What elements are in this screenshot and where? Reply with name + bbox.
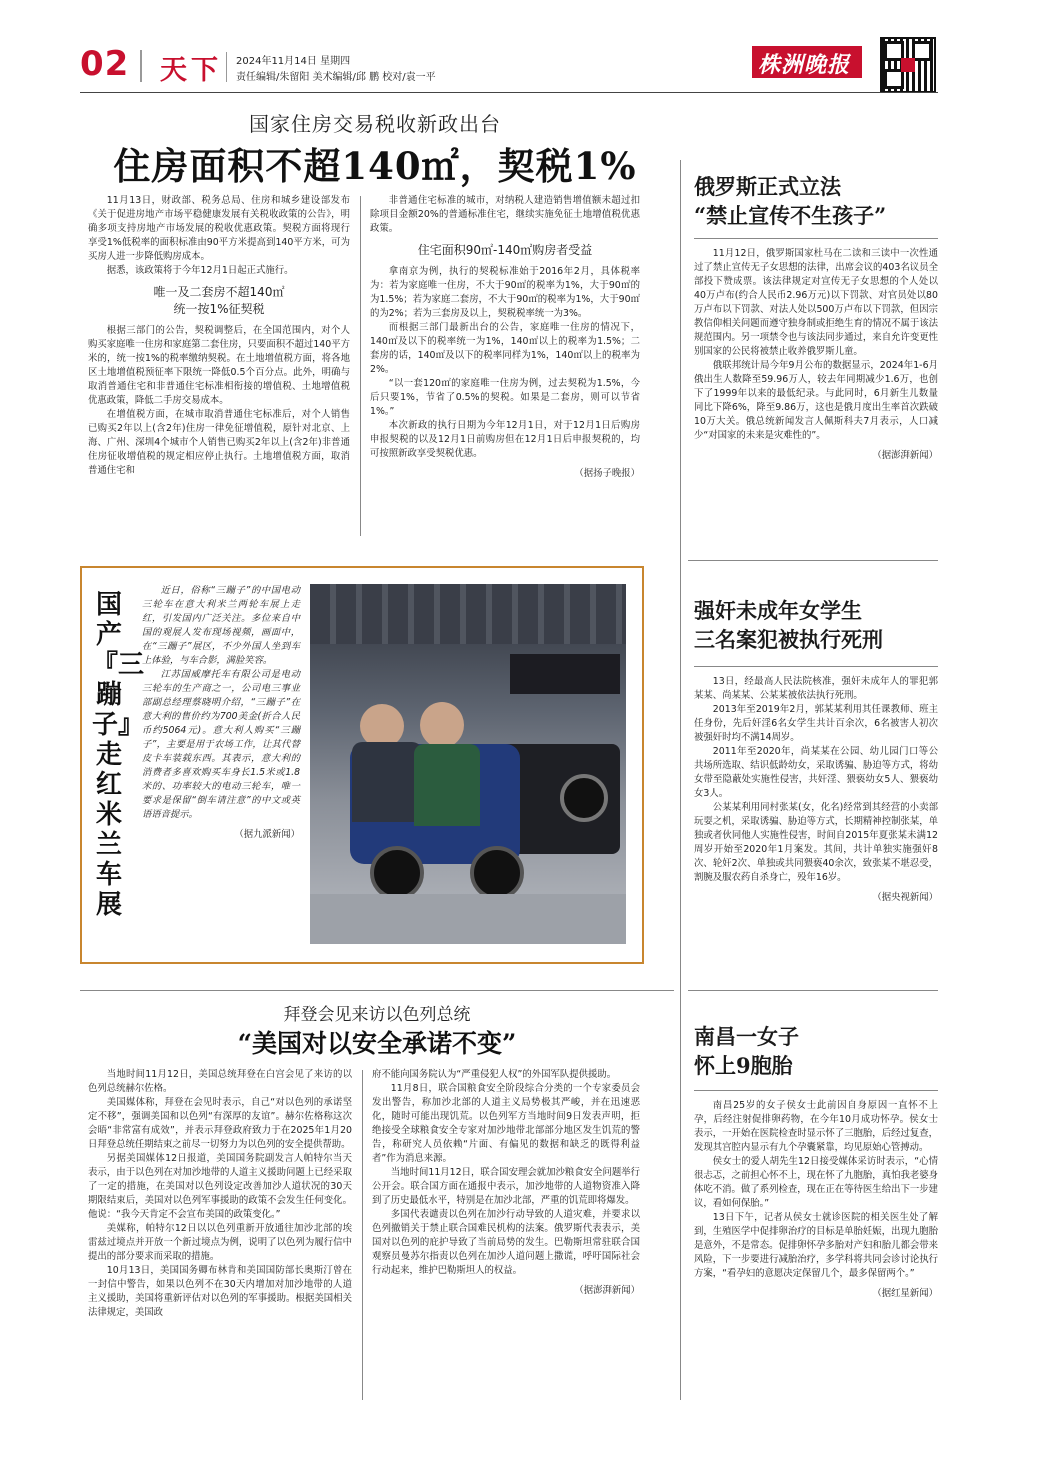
crime-title-line-1: 强奸未成年女学生 [694, 598, 862, 623]
tricycle-story [80, 566, 644, 964]
biden-para: 美媒称，帕特尔12日以以色列重新开放通往加沙北部的埃雷兹过境点并开放一个新过境点为例，说明了以色列为履行信中提出的部分要求而采取的措施。 [88, 1223, 352, 1262]
nanchang-para: 13日下午，记者从侯女士就诊医院的相关医生处了解到，生殖医学中促排卵治疗的目标是单胎妊娠，出现九胞胎是意外，不是常态。促排卵怀孕多胎对产妇和胎儿都会带来风险，下一步要进行减胎治疗，多学科将共同会诊讨论执行方案，“看孕妇的意愿决定保留几个，最多保留两个。” [694, 1212, 938, 1279]
editor-line: 责任编辑/朱留阳 美术编辑/邱 鹏 校对/袁一平 [236, 72, 436, 83]
biden-para: 府不能向国务院认为“严重侵犯人权”的外国军队提供援助。 [372, 1069, 617, 1080]
crime-title [694, 596, 938, 654]
tricycle-photo [310, 584, 626, 944]
biden-para: 当地时间11月12日，美国总统拜登在白宫会见了来访的以色列总统赫尔佐格。 [88, 1069, 352, 1094]
crime-para: 13日，经最高人民法院核准，强奸未成年人的罪犯郭某某、尚某某、公某某被依法执行死刑。 [694, 676, 938, 701]
crime-title-line-2: 三名案犯被执行死刑 [694, 627, 883, 652]
russia-source: （据澎湃新闻） [872, 450, 938, 461]
tricycle-para: 江苏国威摩托车有限公司是电动三轮车的生产商之一，公司电三事业部副总经理蔡晓明介绍，“三蹦子”在意大利的售价约为700美金(折合人民币约5064元)。意大利人购买“三蹦子”，主要是用于农场工作，让其代替皮卡车装载东西。其表示，意大利的消费者多喜欢购买车身长1.5米或1.8米的、功率较大的电动三轮车，唯一要求是保留“倒车请注意”的中文或英语语音提示。 [142, 669, 300, 820]
russia-story [694, 172, 938, 461]
column-rule [360, 196, 361, 536]
qr-code [880, 37, 936, 93]
lead-source: （据扬子晚报） [574, 468, 640, 479]
nanchang-title-rule [694, 1090, 938, 1091]
nanchang-para: 南昌25岁的女子侯女士此前因自身原因一直怀不上孕，后经注射促排卵药物，在今年10月成功怀孕。侯女士表示，一开始在医院检查时显示怀了三胞胎，后经过复查，发现其宫腔内显示有九个孕囊紧靠，均见原始心管搏动。 [694, 1100, 938, 1153]
nanchang-title-line-1: 南昌一女子 [694, 1024, 799, 1049]
russia-title-rule [694, 238, 938, 239]
crime-para: 公某某利用同村张某(女，化名)经常到其经营的小卖部玩耍之机，采取诱骗、胁迫等方式，长期精神控制张某，单独或者伙同他人实施性侵害，时间自2015年夏张某未满12周岁开始至2020年1月案发。其间，共计单独实施强奸8次、轮奸2次、单独或共同猥亵40余次，致张某不堪忍受，割腕及服农药自杀身亡，殁年16岁。 [694, 802, 938, 883]
biden-para: 当地时间11月12日，联合国安理会就加沙粮食安全问题举行公开会。联合国方面在通报中表示，加沙地带的人道物资准入降到了历史最低水平，特别是在加沙北部，严重的饥荒即将爆发。 [372, 1167, 640, 1206]
masthead-divider [140, 50, 142, 82]
biden-column-rule [362, 1070, 363, 1400]
lead-para: 11月13日，财政部、税务总局、住房和城乡建设部发布《关于促进房地产市场平稳健康发展有关税收政策的公告》，明确多项支持房地产市场发展的税收优惠政策。契税方面将现行享受1%低税率的面积标准由90平方米提高到140平方米，可为买房人进一步降低购房成本。 [88, 195, 350, 262]
crime-divider [688, 990, 938, 991]
paper-logo [752, 46, 862, 78]
tricycle-source: （据九派新闻） [234, 829, 300, 840]
russia-title-line-2: “禁止宣传不生孩子” [694, 203, 887, 228]
nanchang-source: （据红星新闻） [872, 1288, 938, 1299]
masthead [0, 0, 1039, 104]
nanchang-title [694, 1022, 938, 1080]
section-name: 天下 [160, 55, 222, 86]
right-column-rule [680, 160, 681, 1400]
lead-para: 拿南京为例，执行的契税标准始于2016年2月，具体税率为：若为家庭唯一住房，不大于90㎡的税率为1%，大于90㎡的为1.5%；若为家庭二套房，不大于90㎡的税率为1%，大于90㎡的为2%；若为三套房及以上，契税税率统一为3%。 [370, 266, 640, 319]
russia-title [694, 172, 938, 230]
lead-column-1 [88, 194, 350, 478]
biden-column-1 [88, 1068, 352, 1320]
lead-column-2 [370, 194, 640, 479]
biden-kicker: 拜登会见来访以色列总统 [283, 1005, 471, 1025]
tricycle-title: 国产『三蹦子』走红米兰车展 [92, 590, 145, 920]
crime-source: （据央视新闻） [872, 892, 938, 903]
masthead-rule [80, 92, 938, 93]
russia-para: 11月12日，俄罗斯国家杜马在二读和三读中一次性通过了禁止宣传无子女思想的法律，出席会议的403名议员全部投下赞成票。该法律规定对宣传无子女思想的个人处以40万卢布(约合人民币2.96万元)以下罚款、对官员处以80万卢布以下罚款、对法人处以500万卢布以下罚款，但因宗教信仰相关问题而遵守独身制或拒绝生育的情况不属于该法规范围内。另一项禁令也与该法同步通过，来自允许变更性别国家的公民将被禁止收养俄罗斯儿童。 [694, 248, 938, 357]
tricycle-para: 近日，俗称“三蹦子”的中国电动三轮车在意大利米兰两轮车展上走红，引发国内广泛关注。多位来自中国的观展人发布现场视频，画面中，在“三蹦子”展区，不少外国人坐到车上体验，与车合影，满脸笑容。 [142, 585, 300, 666]
lead-kicker: 国家住房交易税收新政出台 [249, 112, 501, 136]
lead-para: 据悉，该政策将于今年12月1日起正式施行。 [106, 265, 294, 276]
nanchang-title-line-2: 怀上9胞胎 [694, 1053, 793, 1078]
lead-subhead-2: 住宅面积90㎡-140㎡购房者受益 [417, 243, 593, 257]
biden-para: 多国代表谴责以色列在加沙行动导致的人道灾难，并要求以色列撤销关于禁止联合国难民机构的法案。俄罗斯代表表示，美国对以色列的庇护导致了当前局势的发生。巴勒斯坦常驻联合国观察员曼苏尔指责以色列在加沙人道问题上撒谎，呼吁国际社会行动起来，维护巴勒斯坦人的权益。 [372, 1209, 640, 1276]
lead-para: 在增值税方面，在城市取消普通住宅标准后，对个人销售已购买2年以上(含2年)住房一律免征增值税，原针对北京、上海、广州、深圳4个城市个人销售已购买2年以上(含2年)非普通住房征收增值税的规定相应停止执行。土地增值税方面，取消普通住宅和 [88, 409, 350, 476]
masthead-divider-2 [226, 52, 227, 82]
lead-para: 而根据三部门最新出台的公告，家庭唯一住房的情况下，140㎡及以下的税率统一为1%，140㎡以上的税率为1.5%；二套房的话，140㎡及以下的税率同样为1%，140㎡以上的税率为2%。 [370, 322, 640, 375]
russia-para: 俄联邦统计局今年9月公布的数据显示，2024年1-6月俄出生人数降至59.96万人，较去年同期减少1.6万，也创下了1999年以来的最低纪录。与此同时，6月新生儿数量同比下降6%，降至9.86万，这也是俄月度出生率首次跌破10万大关。俄总统新闻发言人佩斯科夫7月表示，人口减少“对国家的未来是灾难性的”。 [694, 360, 938, 441]
date-line: 2024年11月14日 星期四 [236, 56, 351, 67]
biden-top-rule [80, 990, 674, 991]
crime-para: 2011年至2020年，尚某某在公园、幼儿园门口等公共场所选取、结识低龄幼女，采取诱骗、胁迫等方式，将幼女带至隐蔽处实施性侵害，共奸淫、猥亵幼女5人、猥亵幼女3人。 [694, 746, 938, 799]
biden-source: （据澎湃新闻） [574, 1285, 640, 1296]
russia-divider [688, 560, 938, 561]
lead-para: 根据三部门的公告，契税调整后，在全国范围内，对个人购买家庭唯一住房和家庭第二套住房，只要面积不超过140平方米的，统一按1%的税率缴纳契税。在土地增值税方面，将各地区土地增值税预征率下限统一降低0.5个百分点。此外，明确与取消普通住宅和非普通住宅标准相衔接的增值税、土地增值税优惠政策，降低二手房交易成本。 [88, 325, 350, 406]
nanchang-para: 侯女士的爱人胡先生12日接受媒体采访时表示，“心情很忐忑，之前担心怀不上，现在怀了九胞胎，真怕我老婆身体吃不消。做了系列检查，现在正在等待医生给出下一步建议，看如何保胎。” [694, 1156, 938, 1209]
crime-title-rule [694, 666, 938, 667]
paper-logo-text: 株洲晚报 [758, 52, 851, 78]
lead-subhead-1-line-2: 统一按1%征契税 [173, 302, 265, 316]
crime-story [694, 596, 938, 903]
lead-headline: 住房面积不超140㎡，契税1% [113, 144, 637, 188]
tricycle-text [142, 584, 300, 840]
biden-column-2 [372, 1068, 640, 1296]
biden-para: 11月8日，联合国粮食安全阶段综合分类的一个专家委员会发出警告，称加沙北部的人道主义局势极其严峻，并在迅速恶化，随时可能出现饥荒。以色列军方当地时间9日发表声明，拒绝接受全球粮食安全专家对加沙地带北部部分地区发生饥荒的警告，称研究人员依赖“片面、有偏见的数据和缺乏的既得利益者”作为消息来源。 [372, 1083, 640, 1164]
lead-para: 本次新政的执行日期为今年12月1日，对于12月1日后购房申报契税的以及12月1日前购房但在12月1日后申报契税的，均可按照新政享受契税优惠。 [370, 420, 640, 459]
crime-para: 2013年至2019年2月，郭某某利用其任课教师、班主任身份，先后奸淫6名女学生共计百余次，6名被害人初次被强奸时均不满14周岁。 [694, 704, 938, 743]
biden-para: 美国媒体称，拜登在会见时表示，自己“对以色列的承诺坚定不移”，强调美国和以色列“有深厚的友谊”。赫尔佐格称这次会晤“非常富有成效”，并表示拜登政府致力于在2025年1月20日拜登总统任期结束之前尽一切努力为以色列的安全提供帮助。 [88, 1097, 352, 1150]
russia-title-line-1: 俄罗斯正式立法 [694, 174, 841, 199]
biden-para: 另据美国媒体12日报道，美国国务院副发言人帕特尔当天表示，由于以色列在对加沙地带的人道主义援助问题上已经采取了一定的措施，在美国对以色列设定改善加沙人道状况的30天期限结束后，美国对以色列军事援助的政策不会发生任何变化。他说：“我今天肯定不会宣布美国的政策变化。” [88, 1153, 352, 1220]
lead-para: 非普通住宅标准的城市，对纳税人建造销售增值额未超过扣除项目金额20%的普通标准住宅，继续实施免征土地增值税优惠政策。 [370, 195, 640, 234]
nanchang-story [694, 1022, 938, 1299]
lead-subhead-1-line-1: 唯一及二套房不超140㎡ [153, 285, 285, 299]
biden-para: 10月13日，美国国务卿布林肯和美国国防部长奥斯汀曾在一封信中警告，如果以色列不在30天内增加对加沙地带的人道主义援助，美国将重新评估对以色列的军事援助。根据美国相关法律规定，美国政 [88, 1265, 352, 1318]
page-number: 02 [80, 44, 130, 84]
lead-subhead-1 [88, 284, 350, 318]
biden-headline: “美国对以安全承诺不变” [237, 1029, 517, 1058]
lead-para: “以一套120㎡的家庭唯一住房为例，过去契税为1.5%，今后只要1%，节省了0.5%的契税。如果是二套房，则可以节省1%。” [370, 378, 640, 417]
